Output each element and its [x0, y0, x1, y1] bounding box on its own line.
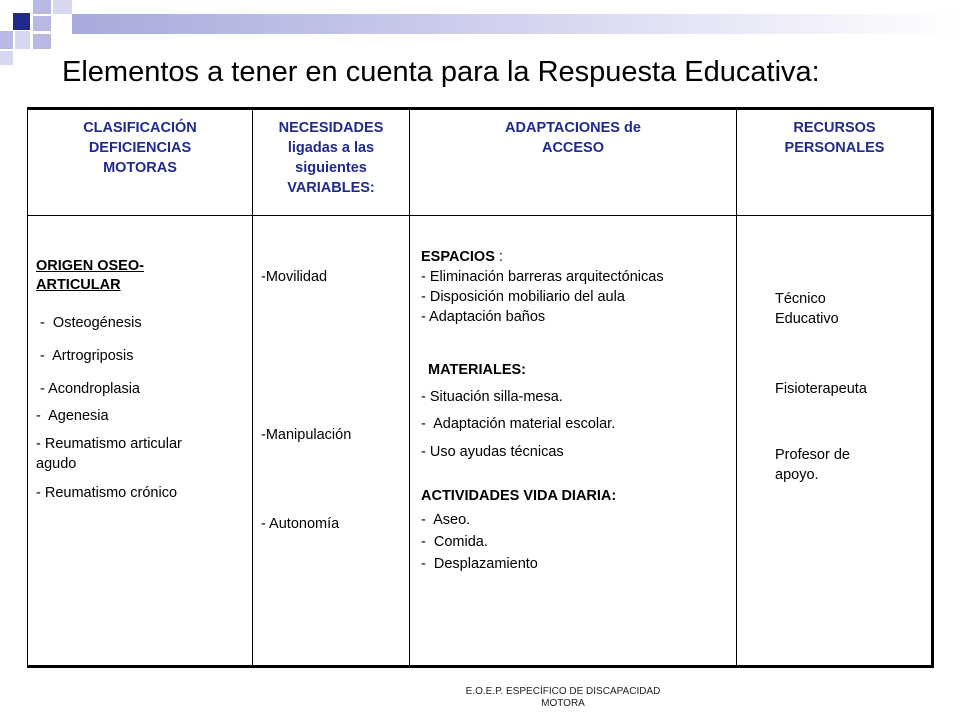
list-item: - Uso ayudas técnicas [421, 444, 564, 460]
corner-square-lavender [0, 31, 13, 49]
variable-movilidad: -Movilidad [261, 269, 328, 285]
recurso-profesor: Profesor de apoyo. [775, 447, 850, 483]
variable-manipulacion: -Manipulación [261, 427, 352, 443]
espacios-list [421, 267, 664, 327]
header-necesidades: NECESIDADES ligadas a las siguientes VARIABLES: [278, 120, 384, 196]
recurso-fisioterapeuta: Fisioterapeuta [775, 381, 867, 397]
list-item: agudo [36, 456, 77, 472]
variable-autonomia: - Autonomía [261, 516, 340, 532]
list-item: - Reumatismo articular [36, 436, 182, 452]
list-item: - Adaptación material escolar. [421, 416, 616, 432]
header-adaptaciones: ADAPTACIONES de ACCESO [505, 120, 641, 156]
list-item: - Adaptación baños [421, 309, 546, 325]
corner-square-pale [53, 0, 72, 14]
actividades-list [421, 509, 538, 575]
content-table [27, 107, 934, 668]
list-item: - Osteogénesis [36, 315, 142, 331]
list-item: - Artrogriposis [36, 348, 134, 364]
list-item: - Aseo. [421, 512, 471, 528]
slide-title: Elementos a tener en cuenta para la Respuesta Educativa: [62, 56, 820, 88]
recurso-tecnico: Técnico Educativo [775, 291, 839, 327]
actividades-heading: ACTIVIDADES VIDA DIARIA: [421, 488, 617, 504]
list-item: - Agenesia [36, 408, 109, 424]
list-item: - Comida. [421, 534, 488, 550]
top-gradient-bar [72, 14, 960, 34]
header-recursos: RECURSOS PERSONALES [784, 120, 885, 156]
column-divider [409, 110, 410, 665]
footer: E.O.E.P. ESPECÍFICO DE DISCAPACIDAD MOTORA [465, 686, 661, 709]
origen-oseo-articular: ORIGEN OSEO- ARTICULAR [36, 258, 144, 293]
corner-square-navy [13, 13, 30, 30]
list-item: - Desplazamiento [421, 556, 538, 572]
header-divider [28, 215, 931, 216]
list-item: - Disposición mobiliario del aula [421, 289, 625, 305]
corner-square-lavender [33, 16, 51, 31]
list-item: - Acondroplasia [36, 381, 140, 397]
list-item: - Situación silla-mesa. [421, 389, 563, 405]
column-divider [736, 110, 737, 665]
corner-square-pale [0, 51, 13, 65]
header-clasificacion: CLASIFICACIÓN DEFICIENCIAS MOTORAS [83, 120, 197, 176]
espacios-heading: ESPACIOS : [421, 249, 503, 265]
corner-square-lavender [33, 34, 51, 49]
corner-square-lavender [33, 0, 51, 14]
list-item: - Reumatismo crónico [36, 485, 178, 501]
corner-square-pale [15, 31, 30, 49]
list-item: - Eliminación barreras arquitectónicas [421, 269, 664, 285]
materiales-heading: MATERIALES: [428, 362, 527, 378]
